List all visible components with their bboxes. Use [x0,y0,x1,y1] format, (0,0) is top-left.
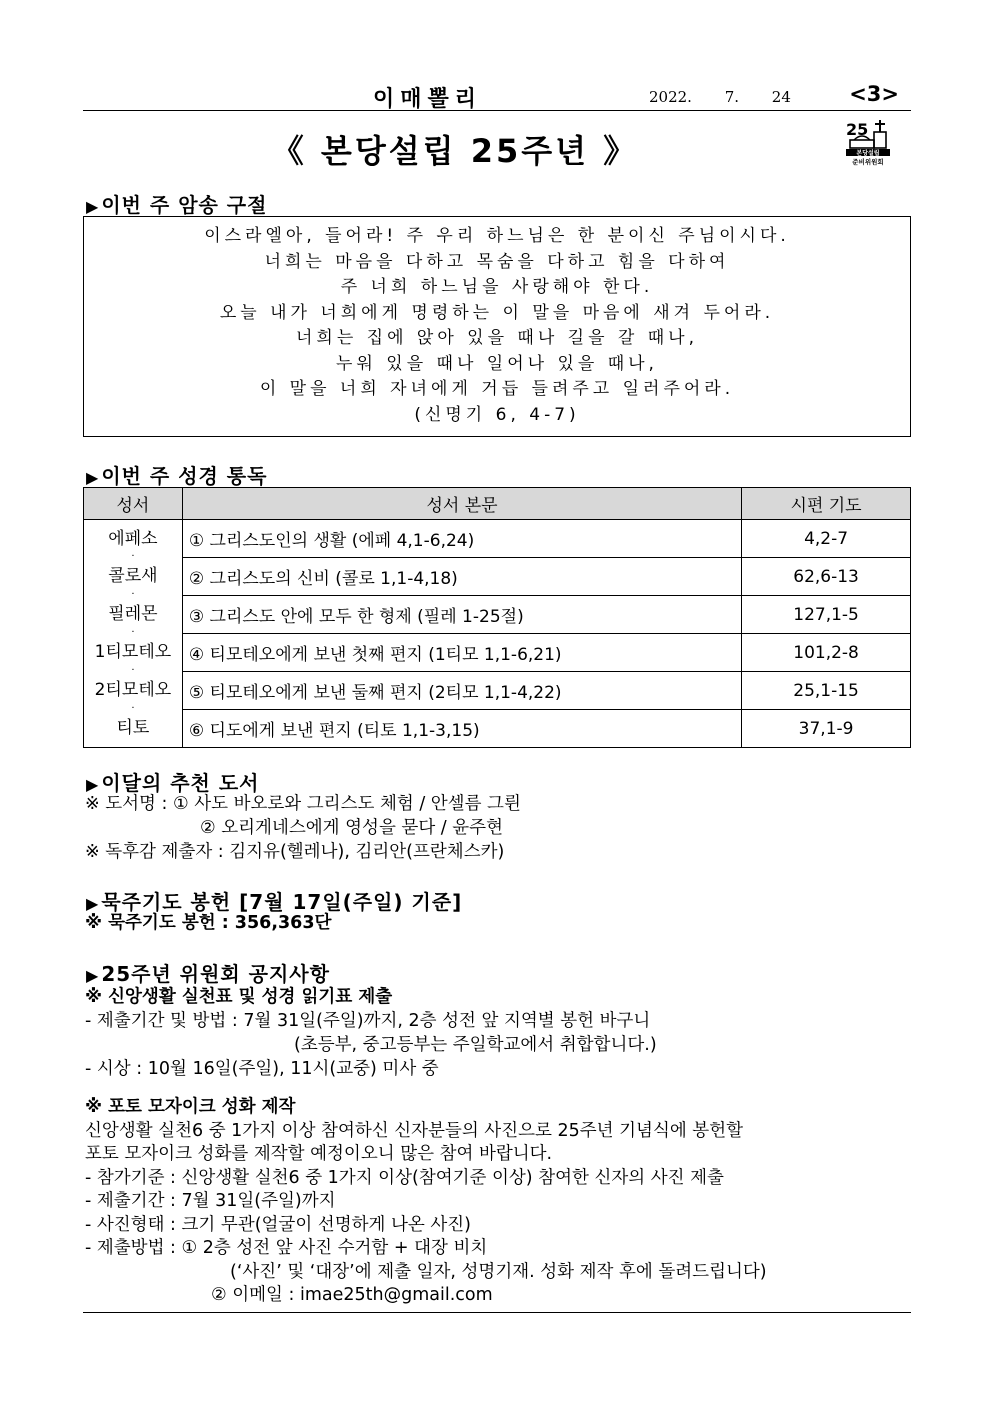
verse-line: 이스라엘아, 들어라! 주 우리 하느님은 한 분이신 주님이시다. [204,226,790,246]
psalm-ref: 101,2-8 [742,634,911,672]
reading-text: ③ 그리스도 안에 모두 한 형제 (필레 1-25절) [182,596,741,634]
notice-line: (초등부, 중고등부는 주일학교에서 취합합니다.) [294,1035,657,1055]
separator-dot: · [131,551,135,563]
verse-line: 이 말을 너희 자녀에게 거듭 들려주고 일러주어라. [259,379,735,399]
rosary-count: ※ 묵주기도 봉헌 : 356,363단 [85,913,332,933]
table-row [84,634,911,672]
masthead [83,82,911,111]
page-number: <3> [849,82,899,106]
svg-text:25: 25 [846,120,869,139]
church-logo-icon [840,118,896,170]
triangle-bullet-icon: ▶ [86,894,100,913]
notice-subheading: ※ 포토 모자이크 성화 제작 [85,1097,296,1117]
column-header: 시편 기도 [742,488,911,520]
book-name: 필레몬 [108,604,158,625]
verse-box [83,216,911,437]
book-name: 2티모테오 [94,679,172,700]
reading-text: ① 그리스도인의 생활 (에페 4,1-6,24) [182,520,741,558]
separator-dot: · [131,702,135,714]
reading-text: ② 그리스도의 신비 (콜로 1,1-4,18) [182,558,741,596]
psalm-ref: 37,1-9 [742,710,911,748]
psalm-ref: 127,1-5 [742,596,911,634]
table-row [84,672,911,710]
book-name: 티토 [116,717,150,738]
separator-dot: · [131,627,135,639]
svg-text:본당설립: 본당설립 [856,150,880,157]
verse-reference: (신명기 6, 4-7) [414,404,580,425]
review-submitters: ※ 독후감 제출자 : 김지유(헬레나), 김리안(프란체스카) [85,842,505,862]
email-line: ② 이메일 : imae25th@gmail.com [211,1285,493,1305]
psalm-ref: 4,2-7 [742,520,911,558]
notice-line: - 제출방법 : ① 2층 성전 앞 사진 수거함 + 대장 비치 [85,1238,488,1258]
anniversary-logo [840,118,896,170]
notice-line: - 시상 : 10월 16일(주일), 11시(교중) 미사 중 [85,1059,439,1079]
reading-text: ⑥ 디도에게 보낸 편지 (티토 1,1-3,15) [182,710,741,748]
psalm-ref: 62,6-13 [742,558,911,596]
table-row [84,520,911,558]
separator-dot: · [131,589,135,601]
bible-section-heading: ▶ 이번 주 성경 통독 [86,464,268,488]
book-title-line: ② 오리게네스에게 영성을 묻다 / 윤주현 [200,818,503,838]
bulletin-name: 이매뽈리 [373,87,483,112]
triangle-bullet-icon: ▶ [86,775,100,794]
notice-line: 포토 모자이크 성화를 제작할 예정이오니 많은 참여 바랍니다. [85,1144,553,1164]
notice-line: 신앙생활 실천6 중 1가지 이상 참여하신 신자분들의 사진으로 25주년 기념식에 봉헌할 [85,1121,744,1141]
notice-line: - 참가기준 : 신앙생활 실천6 중 1가지 이상(참여기준 이상) 참여한 신자의 사진 제출 [85,1168,724,1188]
verse-line: 너희는 마음을 다하고 목숨을 다하고 힘을 다하여 [264,251,730,272]
notice-section-heading: ▶ 25주년 위원회 공지사항 [86,962,330,986]
notice-line: - 사진형태 : 크기 무관(얼굴이 선명하게 나온 사진) [85,1215,471,1235]
verse-section-heading: ▶ 이번 주 암송 구절 [86,193,268,217]
notice-line: - 제출기간 : 7월 31일(주일)까지 [85,1191,336,1211]
book-name: 1티모테오 [94,641,172,662]
column-header: 성서 [84,488,183,520]
bottom-rule [83,1312,911,1313]
verse-line: 너희는 집에 앉아 있을 때나 길을 갈 때나, [296,328,698,348]
book-name: 에페소 [108,528,158,549]
notice-subheading: ※ 신앙생활 실천표 및 성경 읽기표 제출 [85,987,393,1007]
triangle-bullet-icon: ▶ [86,197,100,216]
book-title-line: ※ 도서명 : ① 사도 바오로와 그리스도 체험 / 안셀름 그륀 [85,794,521,814]
verse-line: 누워 있을 때나 일어나 있을 때나, [336,353,658,374]
verse-line: 주 너희 하느님을 사랑해야 한다. [340,277,654,297]
column-header: 성서 본문 [182,488,741,520]
triangle-bullet-icon: ▶ [86,468,100,487]
reading-text: ⑤ 티모테오에게 보낸 둘째 편지 (2티모 1,1-4,22) [182,672,741,710]
separator-dot: · [131,664,135,676]
page-title: 《 본당설립 25주년 》 [271,132,639,170]
psalm-ref: 25,1-15 [742,672,911,710]
verse-line: 오늘 내가 너희에게 명령하는 이 말을 마음에 새겨 두어라. [219,302,775,323]
reading-text: ④ 티모테오에게 보낸 첫째 편지 (1티모 1,1-6,21) [182,634,741,672]
triangle-bullet-icon: ▶ [86,966,100,985]
bible-reading-table [83,487,911,748]
bulletin-date: 2022. 7. 24 [649,88,791,106]
table-row [84,596,911,634]
notice-line: (‘사진’ 및 ‘대장’에 제출 일자, 성명기재. 성화 제작 후에 돌려드립니다) [230,1262,767,1282]
svg-text:준비위원회: 준비위원회 [852,158,884,166]
rosary-section-heading: ▶ 묵주기도 봉헌 [7월 17일(주일) 기준] [86,890,463,914]
table-row [84,558,911,596]
table-header-row [84,488,911,520]
notice-line: - 제출기간 및 방법 : 7월 31일(주일)까지, 2층 성전 앞 지역별 봉헌 바구니 [85,1011,651,1031]
book-name: 콜로새 [108,566,158,587]
books-cell [84,520,183,748]
books-section-heading: ▶ 이달의 추천 도서 [86,771,260,795]
table-row [84,710,911,748]
